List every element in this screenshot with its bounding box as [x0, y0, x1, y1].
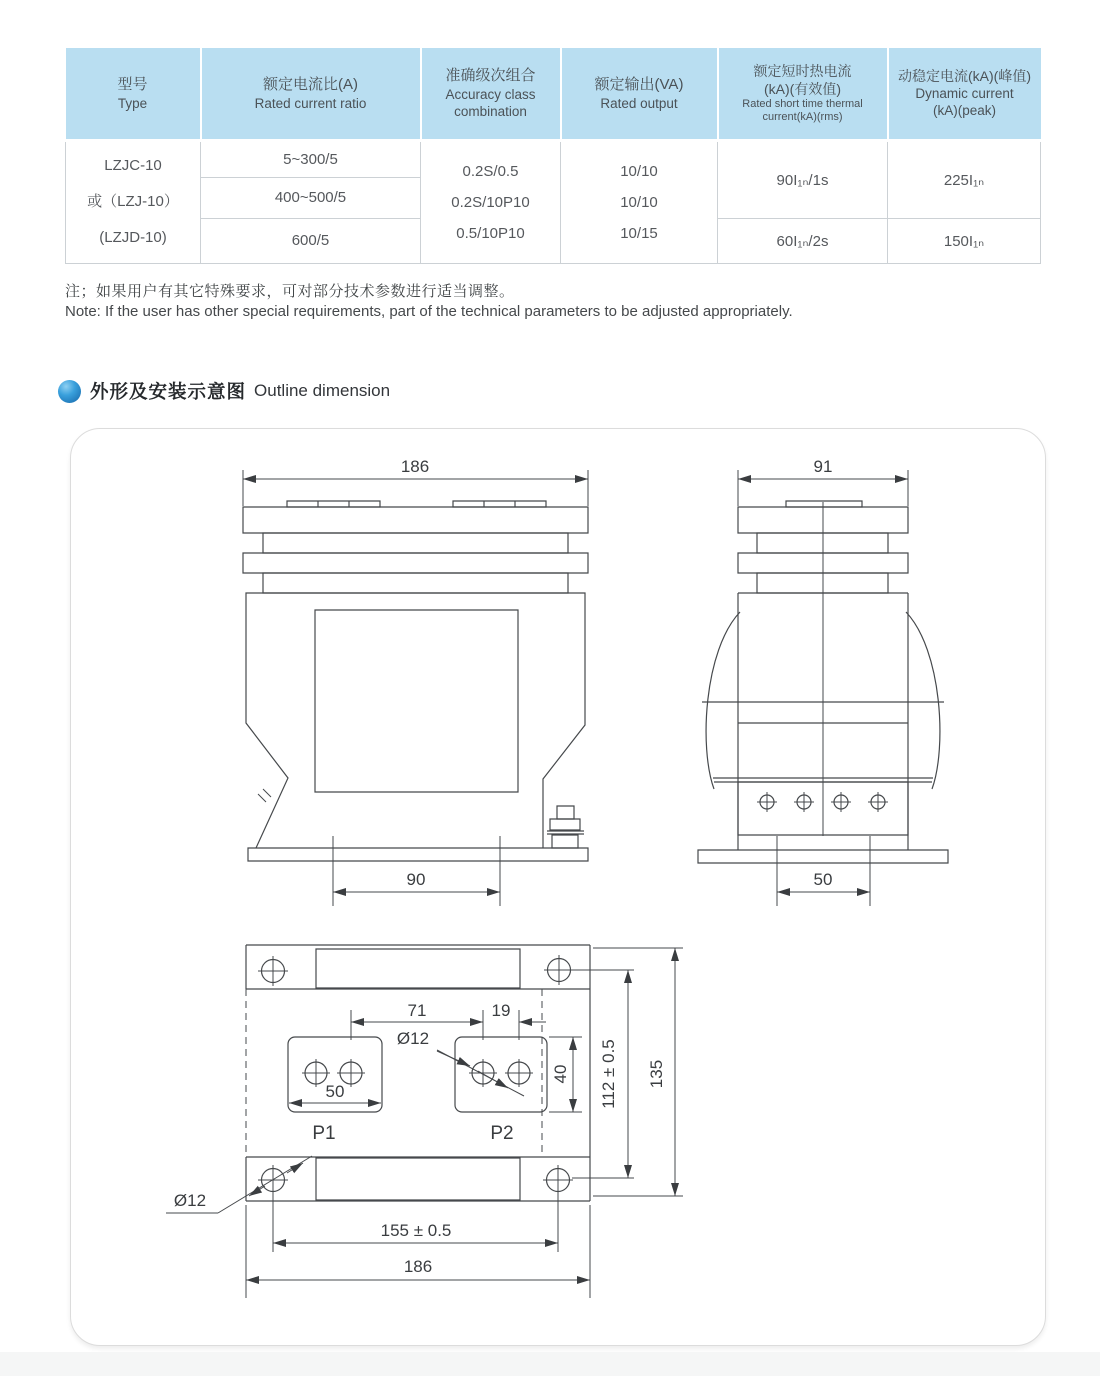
col-header-ratio: 额定电流比(A) Rated current ratio	[201, 48, 421, 140]
side-bulge-left-arc	[706, 612, 740, 789]
front-rib-1	[263, 533, 568, 553]
plan-p2-holes	[469, 1059, 533, 1087]
col-header-accuracy: 准确级次组合 Accuracy class combination	[421, 48, 561, 140]
front-top-plate	[243, 507, 588, 533]
front-view	[243, 457, 588, 906]
cell-accuracy: 0.2S/0.5 0.2S/10P10 0.5/10P10	[421, 140, 561, 263]
section-title-zh: 外形及安装示意图	[90, 381, 247, 402]
plan-p2-label: P2	[490, 1123, 514, 1144]
plan-dim-40-label: 40	[551, 1064, 570, 1084]
note-zh: 注；如果用户有其它特殊要求，可对部分技术参数进行适当调整。	[65, 283, 515, 300]
table-header-row	[66, 48, 1041, 140]
side-view	[698, 457, 948, 906]
plan-hole-dia-bottom-label: Ø12	[173, 1191, 207, 1210]
table-row	[66, 140, 1041, 177]
plan-dim-50-label: 50	[325, 1082, 345, 1101]
section-title	[58, 378, 390, 404]
plan-dim-155-label: 155 ± 0.5	[380, 1221, 452, 1240]
front-terminal-strips	[287, 501, 546, 507]
front-slope-clip-detail	[258, 789, 271, 802]
plan-dim-112-label: 112 ± 0.5	[599, 1039, 618, 1109]
side-base-dimension-label: 50	[813, 870, 833, 889]
cell-thermal-1: 90I₁ₙ/1s	[718, 140, 888, 218]
plan-p2-pad	[455, 1037, 547, 1112]
cell-type: LZJC-10 或（LZJ-10） (LZJD-10)	[66, 140, 201, 263]
front-body-outline	[246, 593, 585, 848]
side-bulge-right-arc	[906, 612, 940, 789]
section-title-en: Outline dimension	[254, 381, 391, 400]
front-bolt-detail	[547, 806, 584, 848]
front-base-dimension-label: 90	[406, 870, 426, 889]
front-rib-2	[243, 553, 588, 573]
plan-p1-label: P1	[312, 1123, 336, 1144]
plan-top-slot	[316, 949, 520, 988]
front-rib-3	[263, 573, 568, 593]
cell-output: 10/10 10/10 10/15	[561, 140, 718, 263]
front-base-plate	[248, 848, 588, 861]
col-header-output: 额定输出(VA) Rated output	[561, 48, 718, 140]
plan-dim-186-label: 186	[403, 1257, 433, 1276]
plan-dim-71-label: 71	[407, 1001, 427, 1020]
front-width-dimension-label: 186	[400, 457, 430, 476]
plan-base-outline	[246, 945, 590, 1201]
note-en: Note: If the user has other special requirements, part of the technical parameters to be adjusted appropriately.	[65, 303, 793, 320]
col-header-type	[66, 48, 201, 140]
side-depth-dimension-label: 91	[813, 457, 833, 476]
front-core-window	[315, 610, 518, 792]
side-terminal-strip	[786, 501, 862, 507]
plan-hole-dia-top-label: Ø12	[396, 1029, 430, 1048]
cell-ratio-3: 600/5	[201, 218, 421, 263]
cell-ratio-2: 400~500/5	[201, 177, 421, 218]
page-footer-strip	[0, 1352, 1100, 1376]
outline-drawings	[64, 424, 1048, 1348]
cell-dynamic-1: 225I₁ₙ	[888, 140, 1041, 218]
plan-view	[166, 945, 683, 1298]
spec-table	[65, 48, 1041, 264]
cell-dynamic-2: 150I₁ₙ	[888, 218, 1041, 263]
col-header-type-en: Type	[117, 95, 148, 111]
cell-thermal-2: 60I₁ₙ/2s	[718, 218, 888, 263]
blue-sphere-bullet-icon	[58, 380, 81, 403]
col-header-type-zh: 型号	[117, 75, 148, 93]
col-header-thermal: 额定短时热电流 (kA)(有效值) Rated short time thermal current(kA)(rms)	[718, 48, 888, 140]
plan-dim-19-label: 19	[491, 1001, 511, 1020]
side-base-plate	[698, 850, 948, 863]
plan-bottom-slot	[316, 1158, 520, 1200]
cell-ratio-1: 5~300/5	[201, 140, 421, 177]
plan-dim-135-label: 135	[647, 1059, 666, 1089]
col-header-dynamic: 动稳定电流(kA)(峰值) Dynamic current (kA)(peak)	[888, 48, 1041, 140]
